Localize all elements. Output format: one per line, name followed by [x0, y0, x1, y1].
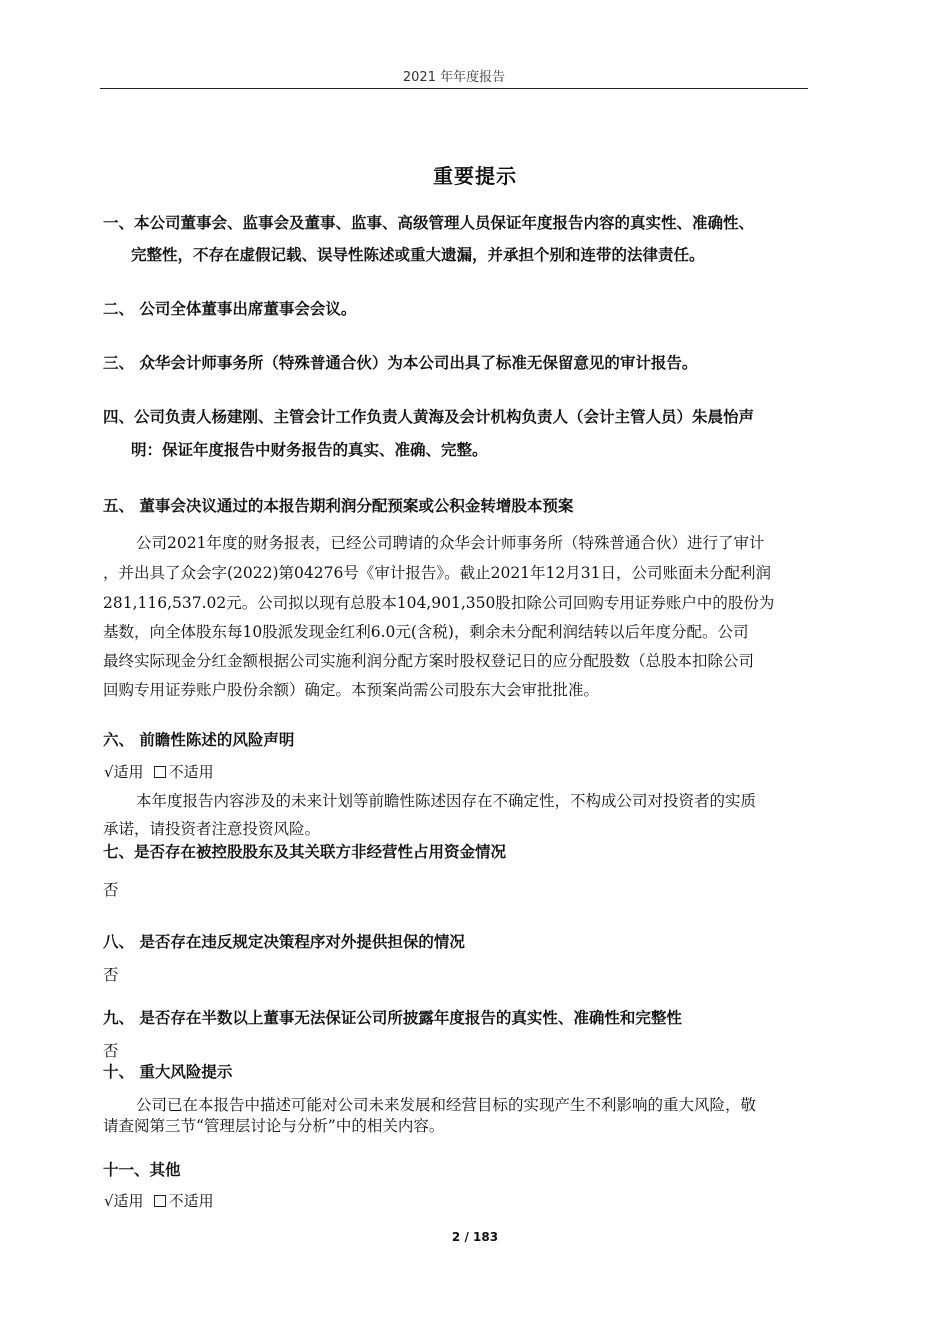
section-1-line-1: 一、本公司董事会、监事会及董事、监事、高级管理人员保证年度报告内容的真实性、准确性、 [103, 214, 755, 232]
section-11-heading: 十一、其他 [103, 1161, 181, 1179]
not-applicable-label: 不适用 [168, 1192, 214, 1210]
applicable-checked: √适用 [104, 763, 144, 781]
section-6-heading: 六、 前瞻性陈述的风险声明 [103, 731, 295, 749]
section-8-answer: 否 [103, 966, 119, 984]
section-9-answer: 否 [103, 1042, 119, 1060]
section-4-line-2: 明：保证年度报告中财务报告的真实、准确、完整。 [131, 441, 488, 459]
section-6-para-line-1: 本年度报告内容涉及的未来计划等前瞻性陈述因存在不确定性，不构成公司对投资者的实质 [136, 792, 757, 810]
section-5-para-line: 回购专用证券账户股份余额）确定。本预案尚需公司股东大会审批批准。 [103, 681, 600, 699]
page-number: 2 / 183 [451, 1230, 499, 1244]
checkbox-icon [154, 766, 166, 778]
section-10-heading: 十、 重大风险提示 [103, 1063, 233, 1081]
header-divider [100, 88, 808, 89]
section-10-para-line-1: 公司已在本报告中描述可能对公司未来发展和经营目标的实现产生不利影响的重大风险，敬 [136, 1096, 757, 1114]
checkbox-icon [154, 1195, 166, 1207]
section-6-options [104, 761, 214, 782]
section-4-line-1: 四、公司负责人杨建刚、主管会计工作负责人黄海及会计机构负责人（会计主管人员）朱晨怡声 [103, 408, 755, 426]
section-11-options [104, 1190, 214, 1211]
section-5-para-line: 公司2021年度的财务报表，已经公司聘请的众华会计师事务所（特殊普通合伙）进行了审计 [136, 534, 765, 552]
doc-title: 重要提示 [433, 164, 517, 188]
not-applicable-label: 不适用 [168, 763, 214, 781]
page-header: 2021 年年度报告 [402, 70, 506, 85]
section-1-line-2: 完整性，不存在虚假记载、误导性陈述或重大遗漏，并承担个别和连带的法律责任。 [131, 246, 705, 264]
section-8-heading: 八、 是否存在违反规定决策程序对外提供担保的情况 [103, 933, 465, 951]
section-5-para-line: 基数，向全体股东每10股派发现金红利6.0元(含税)，剩余未分配利润结转以后年度分配。公司 [103, 623, 749, 641]
section-3: 三、 众华会计师事务所（特殊普通合伙）为本公司出具了标准无保留意见的审计报告。 [103, 354, 698, 372]
section-5-heading: 五、 董事会决议通过的本报告期利润分配预案或公积金转增股本预案 [103, 497, 574, 515]
section-5-para-line: 281,116,537.02元。公司拟以现有总股本104,901,350股扣除公司回购专用证券账户中的股份为 [103, 594, 775, 612]
section-10-para-line-2: 请查阅第三节“管理层讨论与分析”中的相关内容。 [103, 1117, 445, 1135]
section-6-para-line-2: 承诺，请投资者注意投资风险。 [103, 820, 321, 838]
section-7-answer: 否 [103, 881, 119, 899]
section-9-heading: 九、 是否存在半数以上董事无法保证公司所披露年度报告的真实性、准确性和完整性 [103, 1009, 682, 1027]
applicable-checked: √适用 [104, 1192, 144, 1210]
section-7-heading: 七、是否存在被控股股东及其关联方非经营性占用资金情况 [103, 843, 507, 861]
section-5-para-line: 最终实际现金分红金额根据公司实施利润分配方案时股权登记日的应分配股数（总股本扣除公司 [103, 652, 755, 670]
section-5-para-line: ，并出具了众会字(2022)第04276号《审计报告》。截止2021年12月31日，公司账面未分配利润 [103, 564, 771, 582]
section-2: 二、 公司全体董事出席董事会会议。 [103, 300, 357, 318]
